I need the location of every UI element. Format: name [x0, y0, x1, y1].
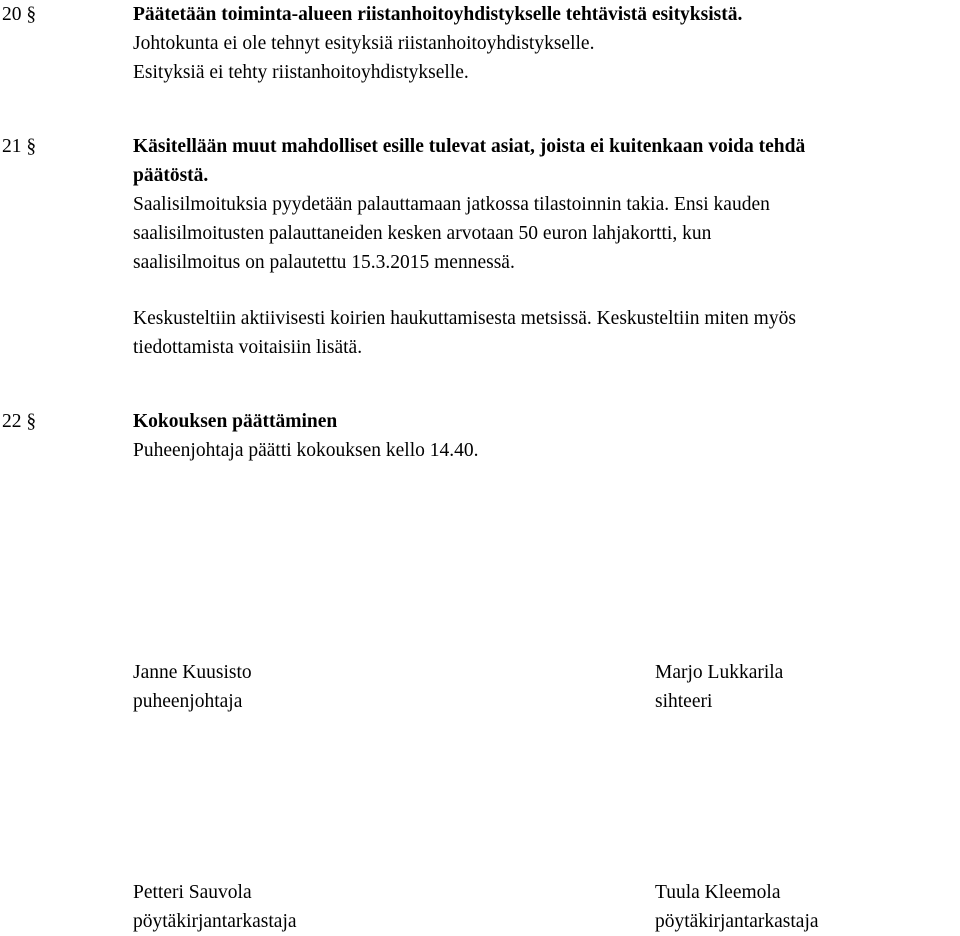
section-number: 22 § — [2, 411, 37, 432]
section-body — [133, 132, 955, 362]
section-number: 20 § — [2, 4, 37, 25]
section-body — [133, 407, 955, 465]
signature-role: sihteeri — [655, 691, 713, 712]
paragraph-line: Puheenjohtaja päätti kokouksen kello 14.40. — [133, 440, 479, 461]
signature-name: Janne Kuusisto — [133, 662, 252, 683]
paragraph-line: Keskusteltiin aktiivisesti koirien haukuttamisesta metsissä. Keskusteltiin miten myös — [133, 308, 796, 329]
paragraph-line: Johtokunta ei ole tehnyt esityksiä riistanhoitoyhdistykselle. — [133, 33, 595, 54]
signature-inspector-1 — [133, 878, 297, 936]
section-number: 21 § — [2, 136, 37, 157]
paragraph-line: Saalisilmoituksia pyydetään palauttamaan jatkossa tilastoinnin takia. Ensi kauden — [133, 194, 770, 215]
paragraph-line: tiedottamista voitaisiin lisätä. — [133, 337, 363, 358]
section-title: Päätetään toiminta-alueen riistanhoitoyhdistykselle tehtävistä esityksistä. — [133, 4, 743, 25]
section-title: päätöstä. — [133, 165, 209, 186]
paragraph-gap — [133, 277, 955, 304]
signature-role: puheenjohtaja — [133, 691, 243, 712]
paragraph-line: saalisilmoitusten palauttaneiden kesken arvotaan 50 euron lahjakortti, kun — [133, 223, 712, 244]
section-body — [133, 0, 955, 87]
signature-name: Marjo Lukkarila — [655, 662, 784, 683]
signature-chairman — [133, 658, 252, 716]
signature-role: pöytäkirjantarkastaja — [655, 911, 819, 932]
section-title: Kokouksen päättäminen — [133, 411, 338, 432]
signature-role: pöytäkirjantarkastaja — [133, 911, 297, 932]
section-title: Käsitellään muut mahdolliset esille tulevat asiat, joista ei kuitenkaan voida tehdä — [133, 136, 806, 157]
signature-name: Petteri Sauvola — [133, 882, 252, 903]
signature-secretary — [655, 658, 783, 716]
paragraph-line: Esityksiä ei tehty riistanhoitoyhdistykselle. — [133, 62, 469, 83]
signature-name: Tuula Kleemola — [655, 882, 781, 903]
signature-inspector-2 — [655, 878, 819, 936]
paragraph-line: saalisilmoitus on palautettu 15.3.2015 mennessä. — [133, 252, 515, 273]
